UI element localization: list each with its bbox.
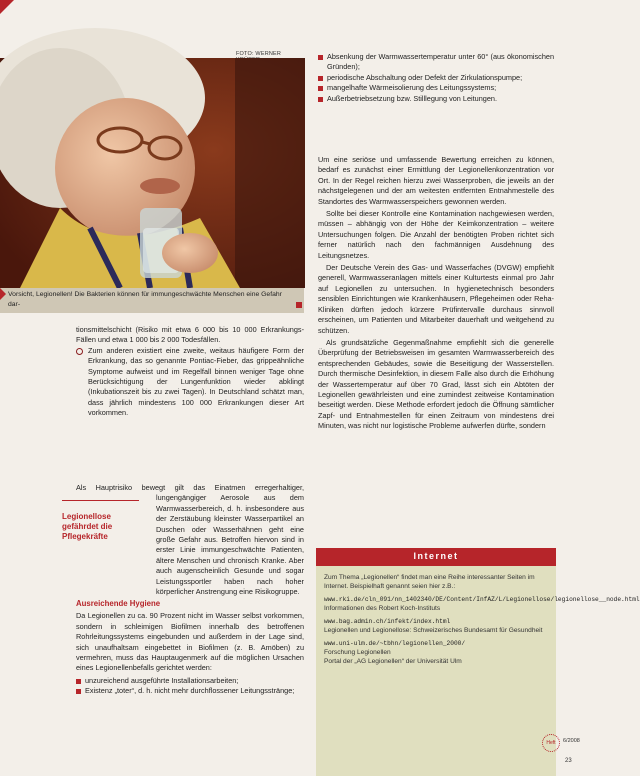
photo-caption: Vorsicht, Legionellen! Die Bakterien können für immungeschwächte Menschen eine Gefahr dar-: [8, 291, 282, 308]
internet-box-title: Internet: [413, 551, 459, 561]
cause-list-continued: [318, 52, 554, 104]
issue-badge: Heft: [542, 734, 560, 752]
paragraph: tionsmittelschicht (Risiko mit etwa 6 000 bis 10 000 Erkrankungs-Fällen und etwa 1 000 bis 2 000 Todesfällen.: [76, 325, 304, 345]
list-item: mangelhafte Wärmeisolierung des Leitungssystems;: [318, 83, 554, 93]
list-item: Existenz „toter“, d. h. nicht mehr durchflossener Leitungsstränge;: [76, 686, 304, 696]
right-column-main: [318, 155, 554, 434]
list-item: unzureichend ausgeführte Installationsarbeiten;: [76, 676, 304, 686]
link-description: Forschung Legionellen: [324, 649, 391, 656]
right-column-top: [318, 52, 554, 104]
pullquote: Legionellose gefährdet die Pflegekräfte: [62, 512, 113, 541]
link-entry: [324, 639, 546, 666]
internet-box-body: [324, 573, 640, 670]
elderly-woman-drinking-image: [0, 58, 305, 288]
caption-marker: [0, 288, 6, 300]
article-photo: [0, 58, 305, 288]
page-number: 23: [565, 758, 572, 764]
list-item: Außerbetriebsetzung bzw. Stilllegung von Leitungen.: [318, 94, 554, 104]
paragraph: Als grundsätzliche Gegenmaßnahme empfiehlt sich die generelle Überprüfung der Betriebsweisen im gesamten Warmwasserbereich des entsprechenden Gebäudes, sowie die Beseitigung der Wasserstellen. Durch thermische Desinfektion, in diesem Falle also durch die Erhöhung der Wassertemperatur auf über 70 Grad, lässt sich ein Abtöten der Legionellen gewährleisten und eine zumindest zeitweise Kontamination beseitigt werden. Diese Methode erfordert jedoch die Öffnung sämtlicher Zapf- und Entnahmestellen für einen Zeitraum von mindestens drei Minuten, was nicht nur logistische Probleme aufwerfen dürfte, sondern: [318, 337, 554, 431]
corner-accent: [0, 0, 14, 14]
link-description: Portal der „AG Legionellen“ der Universität Ulm: [324, 658, 462, 665]
cause-list: [76, 676, 304, 697]
list-item: Absenkung der Warmwassertemperatur unter 60° (aus ökonomischen Gründen);: [318, 52, 554, 73]
section-subhead: Ausreichende Hygiene: [76, 599, 161, 608]
circle-bullet-paragraph: Zum anderen existiert eine zweite, weitaus häufigere Form der Erkrankung, das so genannte Pontiac-Fieber, das grippeähnliche Symptome aufweist und im Regelfall binnen weniger Tage ohne Berücksichtigung der Lungenfunktion wieder abklingt (Inkubationszeit bis zu zwei Tagen). In Deutschland schätzt man, dass jährlich mindestens 100 000 Erkrankungen dieser Art vorkommen.: [76, 346, 304, 419]
link-entry: [324, 595, 640, 613]
paragraph: Als Hauptrisiko bewegt gilt das Einatmen erregerhaltiger, lungengängiger Aerosole aus dem Warmwasserbereich, d. h. insbesondere aus der Zerstäubung kleinster Wasserpartikel an Duschen oder Wasserhähnen geht eine große Gefahr aus. Betroffen hiervon sind in erster Linie immungeschwächte Patienten, ältere Menschen und chronisch Kranke. Aber auch augenscheinlich Gesunde und sogar Leistungssportler haben nach hoher körperlicher Anstrengung eine Risikogruppe.: [76, 483, 304, 597]
left-column-top: [76, 325, 304, 421]
link-description: Informationen des Robert Koch-Instituts: [324, 605, 441, 612]
photo-credit: FOTO: WERNER: [236, 51, 282, 57]
paragraph: Um eine seriöse und umfassende Bewertung erreichen zu können, bedarf es zunächst einer Ermittlung der Legionellenkonzentration vor Ort. In der Regel reichen hierzu zwei Wasserproben, die jeweils an der nächstgelegenen und der am weitesten entfernten Entnahmestelle des Standortes des Warmwasserspeichers gewonnen werden.: [318, 155, 554, 206]
issue-code: 6/2008: [563, 738, 580, 744]
paragraph: Der Deutsche Verein des Gas- und Wasserfaches (DVGW) empfiehlt generell, Warmwasseranlagen mittels einer Kulturtests einmal pro Jahr auf Legionellen zu untersuchen. In hygienetechnisch besonders sensiblen Einrichtungen wie Krankenhäusern, Pflegeheimen oder Reha-Kliniken dürften jedoch kürzere Prüfintervalle durchaus sinnvoll erscheinen, um Patienten und Mitarbeiter dauerhaft und weitgehend zu schützen.: [318, 263, 554, 335]
link-entry: [324, 617, 546, 635]
link-url[interactable]: www.bag.admin.ch/infekt/index.html: [324, 618, 451, 625]
caption-end-marker: [296, 302, 302, 308]
list-item: periodische Abschaltung oder Defekt der Zirkulationspumpe;: [318, 73, 554, 83]
link-description: Legionellen und Legionellose: Schweizerisches Bundesamt für Gesundheit: [324, 627, 543, 634]
internet-intro: Zum Thema „Legionellen“ findet man eine Reihe interessanter Seiten im Internet. Beispielhaft genannt seien hier z.B.:: [324, 574, 535, 590]
left-column-bottom: [76, 599, 304, 697]
paragraph: Sollte bei dieser Kontrolle eine Kontamination nachgewiesen werden, müssen – abhängig von der Höhe der Keimkonzentration – weitere Untersuchungen folgen. Die Anzahl der benötigten Proben richtet sich ferner natürlich nach den fachmännigen Ausdehnung des Leitungsnetzes.: [318, 209, 554, 260]
paragraph: Da Legionellen zu ca. 90 Prozent nicht im Wasser selbst vorkommen, sondern in schleimigen Biofilmen innerhalb des betroffenen Rohrleitungssystems eingebunden und außerdem in der Lage sind, sich unaufhaltsam eingebettet in Biofilmen (z. B. Amöben) zu vermehren, muss das Hauptaugenmerk auf die möglichen Ursachen eines Legionellenbefalls gerichtet werden:: [76, 611, 304, 673]
link-url[interactable]: www.uni-ulm.de/~tbhn/legionellen_2000/: [324, 640, 466, 647]
link-url[interactable]: www.rki.de/cln_091/nn_1402340/DE/Content/InfAZ/L/Legionellose/legionellose__node.html: [324, 596, 640, 603]
